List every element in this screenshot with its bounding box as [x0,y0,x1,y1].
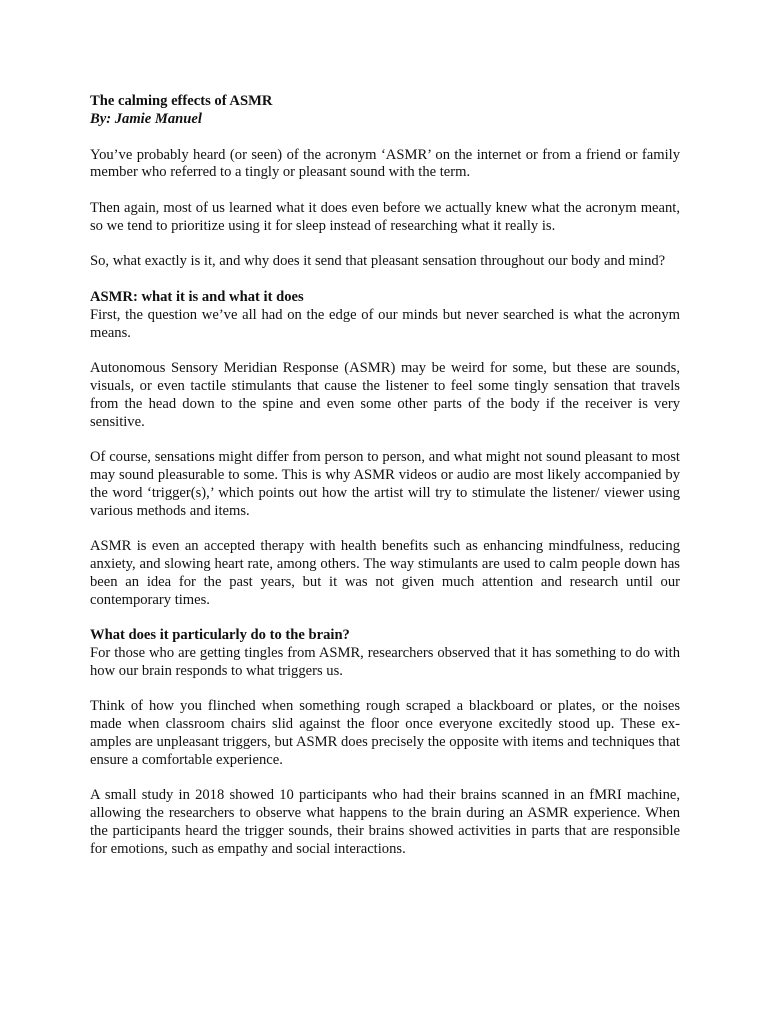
author-byline: By: Jamie Manuel [90,110,202,127]
intro-paragraph-2: Then again, most of us learned what it does even before we actually knew what the acronym meant, so we tend to prioritize using it for sleep instead of researching what it really is. [90,199,680,234]
document-page [90,93,680,876]
section-2-paragraph-1: For those who are getting tingles from ASMR, researchers observed that it has something to do with how our brain responds to what triggers us. [90,644,680,679]
section-what-it-is [90,289,680,609]
intro-paragraph-1: You’ve probably heard (or seen) of the acronym ‘ASMR’ on the internet or from a friend or family member who referred to a tingly or pleasant sound with the term. [90,146,680,181]
section-brain [90,627,680,858]
intro-paragraph-3: So, what exactly is it, and why does it send that pleasant sensation throughout our body and mind? [90,253,666,270]
section-2-paragraph-2: Think of how you flinched when something rough scraped a blackboard or plates, or the noises made when classroom chairs slid against the floor once everyone excitedly stood up. These examples are unpleasant triggers, but ASMR does precisely the opposite with items and techniques that ensure a comfortable experience. [90,698,680,768]
document-title: The calming effects of ASMR [90,93,273,109]
section-1-paragraph-3: Of course, sensations might differ from person to person, and what might not sound pleasant to most may sound pleasurable to some. This is why ASMR videos or audio are most likely accompanied by the word ‘trigger(s),’ which points out how the artist will try to stimulate the listener/ viewer using various methods and items. [90,449,680,519]
section-1-paragraph-1: First, the question we’ve all had on the edge of our minds but never searched is what the acronym means. [90,306,680,341]
title-block [90,93,680,129]
section-1-paragraph-4: ASMR is even an accepted therapy with health benefits such as enhancing mindfulness, reducing anxiety, and slowing heart rate, among others. The way stimulants are used to calm people down has been an idea for the past years, but it was not given much attention and research until our contemporary times. [90,538,680,608]
section-heading-what-it-is: ASMR: what it is and what it does [90,288,304,305]
section-heading-brain: What does it particularly do to the brain? [90,627,350,644]
section-1-paragraph-2: Autonomous Sensory Meridian Response (ASMR) may be weird for some, but these are sounds, visuals, or even tactile stimulants that cause the listener to feel some tingly sensation that travels from the head down to the spine and even some other parts of the body if the receiver is very sensitive. [90,360,680,430]
section-2-paragraph-3: A small study in 2018 showed 10 participants who had their brains scanned in an fMRI machine, allowing the researchers to observe what happens to the brain during an ASMR experience. When the participants heard the trigger sounds, their brains showed activities in parts that are responsible for emotions, such as empathy and social interactions. [90,787,680,857]
